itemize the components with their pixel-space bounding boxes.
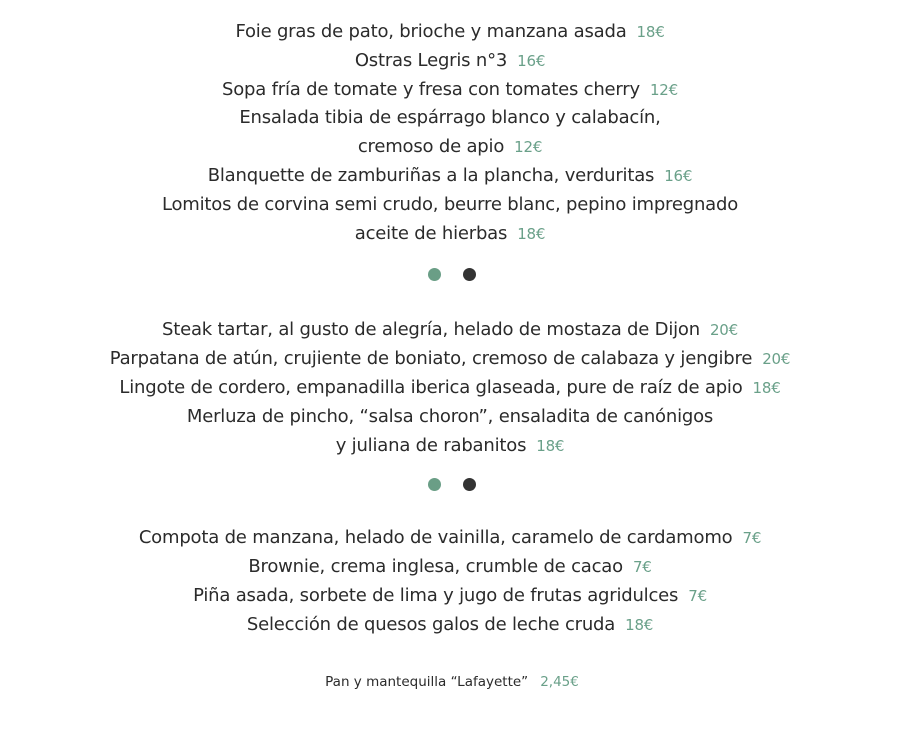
dish-price: 12€ (514, 138, 543, 157)
menu-item (0, 316, 900, 345)
dish-name: Steak tartar, al gusto de alegría, helado de mostaza de Dijon (162, 319, 700, 341)
dish-price: 18€ (752, 378, 781, 397)
menu-item (0, 403, 900, 461)
menu-item (0, 524, 900, 553)
menu-section-mains (0, 316, 900, 460)
dish-price: 7€ (632, 558, 652, 577)
menu-item (0, 18, 900, 47)
dish-price: 18€ (536, 436, 565, 455)
dish-name: Parpatana de atún, crujiente de boniato, cremoso de calabaza y jengibre (109, 348, 753, 370)
dish-price: 16€ (664, 166, 693, 185)
menu-section-starters (0, 18, 900, 248)
dish-name: Selección de quesos galos de leche cruda (246, 613, 616, 635)
menu-item (0, 582, 900, 611)
bread-and-butter-note (4, 672, 900, 692)
menu-item (0, 345, 900, 374)
menu-item (0, 611, 900, 640)
dish-price: 20€ (762, 350, 791, 369)
dish-name: Foie gras de pato, brioche y manzana asada (235, 21, 627, 42)
dish-name-line: Ensalada tibia de espárrago blanco y calabacín, (239, 107, 661, 129)
menu-item (0, 374, 900, 403)
divider-dot-dark (463, 478, 476, 491)
dish-price: 7€ (742, 529, 762, 548)
dish-price: 7€ (688, 586, 707, 605)
menu-item (0, 191, 900, 249)
dish-name-line: Merluza de pincho, “salsa choron”, ensaladita de canónigos (186, 405, 714, 427)
dish-price: 18€ (625, 615, 654, 634)
dish-price: 12€ (649, 80, 678, 99)
dish-name-line: aceite de hierbas (354, 222, 508, 244)
bread-price: 2,45€ (540, 673, 579, 690)
divider-dot-dark (463, 268, 476, 281)
dish-price: 18€ (636, 23, 665, 41)
dish-price: 16€ (517, 51, 546, 70)
dish-name-line: Lomitos de corvina semi crudo, beurre blanc, pepino impregnado (161, 193, 739, 215)
menu-item (0, 47, 900, 76)
dish-price: 20€ (709, 321, 738, 340)
section-divider (4, 254, 900, 294)
bread-label: Pan y mantequilla “Lafayette” (325, 673, 529, 690)
dish-name: Brownie, crema inglesa, crumble de cacao (248, 556, 623, 578)
menu-item (0, 162, 900, 191)
dish-name: Sopa fría de tomate y fresa con tomates cherry (222, 78, 640, 100)
divider-dot-green (428, 268, 441, 281)
dish-name: Lingote de cordero, empanadilla iberica glaseada, pure de raíz de apio (119, 376, 743, 398)
menu-item (0, 553, 900, 582)
section-divider (4, 464, 900, 504)
menu-item (0, 104, 900, 162)
dish-name-line: y juliana de rabanitos (335, 434, 527, 456)
menu-item (0, 76, 900, 105)
dish-name: Ostras Legris n°3 (354, 49, 508, 71)
dish-name-line: cremoso de apio (357, 136, 505, 158)
dish-price: 18€ (517, 224, 546, 243)
dish-name: Blanquette de zamburiñas a la plancha, verduritas (207, 164, 655, 186)
menu-section-desserts (0, 524, 900, 639)
divider-dot-green (428, 478, 441, 491)
dish-name: Piña asada, sorbete de lima y jugo de frutas agridulces (193, 584, 679, 606)
dish-name: Compota de manzana, helado de vainilla, caramelo de cardamomo (138, 527, 733, 549)
